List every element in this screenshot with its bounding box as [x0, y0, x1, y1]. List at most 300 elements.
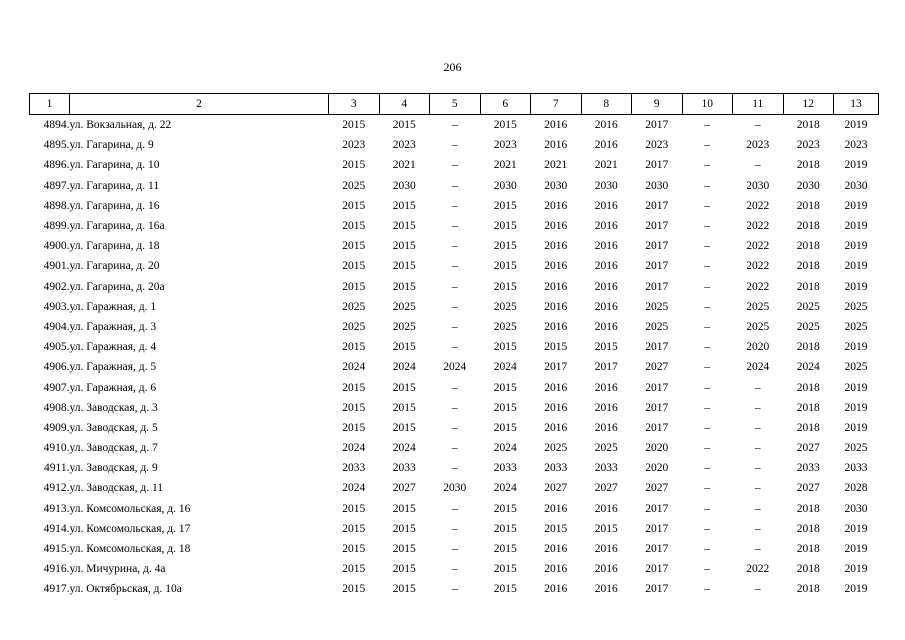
row-number: 4896. [43, 159, 70, 172]
year-cell: 2016 [594, 320, 618, 333]
year-cell: 2015 [594, 341, 618, 354]
year-cell: 2030 [844, 179, 868, 192]
year-cell: 2019 [844, 260, 868, 273]
year-cell: – [451, 179, 458, 192]
year-cell: 2017 [645, 260, 669, 273]
year-cell: 2018 [796, 199, 820, 212]
year-cell: – [754, 119, 761, 132]
year-cell: 2022 [746, 220, 770, 233]
year-cell: 2023 [796, 139, 820, 152]
year-cell: 2016 [594, 119, 618, 132]
year-cell: 2018 [796, 381, 820, 394]
year-cell: 2017 [645, 159, 669, 172]
year-cell: – [704, 462, 711, 475]
year-cell: 2018 [796, 583, 820, 596]
year-cell: 2017 [645, 381, 669, 394]
year-cell: 2025 [493, 300, 517, 313]
year-cell: – [451, 199, 458, 212]
year-cell: 2015 [493, 341, 517, 354]
year-cell: – [704, 361, 711, 374]
year-cell: 2015 [493, 421, 517, 434]
table-row [30, 256, 879, 276]
row-number: 4911. [44, 462, 70, 475]
year-cell: – [704, 401, 711, 414]
year-cell: 2015 [342, 583, 366, 596]
year-cell: 2015 [392, 341, 416, 354]
year-cell: 2015 [392, 583, 416, 596]
year-cell: 2025 [493, 320, 517, 333]
table-row [30, 155, 879, 175]
year-cell: 2017 [594, 361, 618, 374]
address-cell: ул. Гаражная, д. 5 [69, 361, 157, 374]
year-cell: – [451, 421, 458, 434]
year-cell: 2015 [493, 583, 517, 596]
year-cell: 2033 [796, 462, 820, 475]
address-cell: ул. Вокзальная, д. 22 [69, 119, 172, 132]
year-cell: 2030 [443, 482, 467, 495]
year-cell: 2017 [645, 280, 669, 293]
year-cell: 2020 [645, 462, 669, 475]
year-cell: – [451, 320, 458, 333]
row-number: 4902. [43, 280, 70, 293]
year-cell: – [451, 260, 458, 273]
year-cell: 2022 [746, 260, 770, 273]
row-number: 4904. [43, 320, 70, 333]
year-cell: 2023 [493, 139, 517, 152]
row-number: 4898. [43, 199, 70, 212]
column-header-12: 12 [783, 94, 834, 115]
year-cell: 2025 [844, 320, 868, 333]
year-cell: 2018 [796, 280, 820, 293]
year-cell: 2015 [392, 220, 416, 233]
address-cell: ул. Гаражная, д. 1 [69, 300, 157, 313]
year-cell: 2015 [342, 240, 366, 253]
year-cell: 2015 [544, 522, 568, 535]
row-number: 4901. [43, 260, 70, 273]
row-number: 4917. [43, 583, 70, 596]
year-cell: 2019 [844, 119, 868, 132]
year-cell: 2017 [645, 543, 669, 556]
year-cell: – [754, 482, 761, 495]
year-cell: 2015 [544, 341, 568, 354]
year-cell: 2015 [493, 543, 517, 556]
year-cell: – [704, 119, 711, 132]
year-cell: 2017 [645, 220, 669, 233]
year-cell: – [704, 421, 711, 434]
year-cell: 2015 [493, 240, 517, 253]
year-cell: – [704, 139, 711, 152]
row-number: 4894. [43, 119, 70, 132]
address-cell: ул. Заводская, д. 9 [69, 462, 158, 475]
address-cell: ул. Гаражная, д. 4 [69, 341, 157, 354]
year-cell: 2033 [544, 462, 568, 475]
year-cell: 2015 [594, 522, 618, 535]
year-cell: – [704, 159, 711, 172]
year-cell: 2015 [493, 260, 517, 273]
year-cell: 2019 [844, 522, 868, 535]
address-cell: ул. Комсомольская, д. 16 [69, 502, 191, 515]
table-row [30, 196, 879, 216]
year-cell: – [704, 240, 711, 253]
year-cell: 2015 [493, 119, 517, 132]
year-cell: 2018 [796, 563, 820, 576]
year-cell: 2027 [544, 482, 568, 495]
table-row [30, 438, 879, 458]
year-cell: – [704, 179, 711, 192]
year-cell: 2017 [645, 563, 669, 576]
year-cell: – [754, 401, 761, 414]
year-cell: – [451, 583, 458, 596]
year-cell: – [451, 563, 458, 576]
year-cell: 2020 [645, 442, 669, 455]
address-cell: ул. Комсомольская, д. 17 [69, 522, 191, 535]
table-row [30, 579, 879, 599]
year-cell: 2022 [746, 563, 770, 576]
year-cell: – [704, 482, 711, 495]
year-cell: 2024 [796, 361, 820, 374]
year-cell: – [451, 341, 458, 354]
year-cell: 2027 [594, 482, 618, 495]
year-cell: – [754, 462, 761, 475]
year-cell: 2024 [443, 361, 467, 374]
year-cell: 2021 [594, 159, 618, 172]
year-cell: 2025 [392, 300, 416, 313]
row-number: 4908. [43, 401, 70, 414]
year-cell: 2016 [594, 563, 618, 576]
year-cell: 2015 [392, 522, 416, 535]
year-cell: 2022 [746, 240, 770, 253]
year-cell: – [754, 522, 761, 535]
year-cell: 2016 [544, 381, 568, 394]
year-cell: 2024 [342, 482, 366, 495]
year-cell: 2025 [544, 442, 568, 455]
year-cell: 2018 [796, 220, 820, 233]
year-cell: 2017 [645, 502, 669, 515]
year-cell: 2016 [594, 401, 618, 414]
year-cell: 2017 [645, 401, 669, 414]
year-cell: 2025 [844, 300, 868, 313]
year-cell: 2033 [392, 462, 416, 475]
year-cell: 2015 [392, 543, 416, 556]
year-cell: – [704, 583, 711, 596]
year-cell: 2015 [493, 220, 517, 233]
year-cell: 2025 [392, 320, 416, 333]
year-cell: 2015 [392, 280, 416, 293]
year-cell: 2015 [493, 502, 517, 515]
page-number: 206 [443, 60, 462, 74]
year-cell: 2021 [392, 159, 416, 172]
table-row [30, 458, 879, 478]
year-cell: – [704, 341, 711, 354]
year-cell: – [451, 300, 458, 313]
year-cell: 2025 [342, 320, 366, 333]
year-cell: – [704, 543, 711, 556]
year-cell: 2024 [493, 442, 517, 455]
year-cell: 2030 [493, 179, 517, 192]
year-cell: 2016 [544, 300, 568, 313]
year-cell: 2019 [844, 381, 868, 394]
year-cell: 2018 [796, 240, 820, 253]
address-cell: ул. Гаражная, д. 3 [69, 320, 157, 333]
address-cell: ул. Октябрьская, д. 10а [69, 583, 182, 596]
year-cell: – [451, 462, 458, 475]
year-cell: 2015 [342, 522, 366, 535]
year-cell: 2018 [796, 502, 820, 515]
address-cell: ул. Заводская, д. 7 [69, 442, 158, 455]
year-cell: 2023 [844, 139, 868, 152]
address-cell: ул. Комсомольская, д. 18 [69, 543, 191, 556]
year-cell: 2015 [392, 119, 416, 132]
year-cell: 2015 [342, 563, 366, 576]
year-cell: 2033 [493, 462, 517, 475]
year-cell: 2016 [594, 240, 618, 253]
table-row [30, 135, 879, 155]
table-row [30, 398, 879, 418]
year-cell: 2017 [645, 421, 669, 434]
year-cell: 2025 [342, 300, 366, 313]
address-cell: ул. Гагарина, д. 9 [69, 139, 154, 152]
year-cell: 2015 [493, 280, 517, 293]
year-cell: 2023 [645, 139, 669, 152]
year-cell: 2016 [594, 280, 618, 293]
year-cell: 2015 [493, 522, 517, 535]
year-cell: 2030 [544, 179, 568, 192]
year-cell: 2017 [645, 240, 669, 253]
year-cell: 2015 [493, 199, 517, 212]
year-cell: 2023 [392, 139, 416, 152]
row-number: 4907. [43, 381, 70, 394]
year-cell: 2016 [594, 543, 618, 556]
row-number: 4910. [43, 442, 70, 455]
table-row [30, 337, 879, 357]
year-cell: 2015 [392, 421, 416, 434]
column-header-5: 5 [430, 94, 481, 115]
year-cell: 2018 [796, 543, 820, 556]
year-cell: – [704, 502, 711, 515]
year-cell: – [754, 442, 761, 455]
year-cell: 2025 [645, 320, 669, 333]
year-cell: 2016 [544, 199, 568, 212]
year-cell: 2025 [844, 361, 868, 374]
schedule-table [29, 93, 879, 600]
column-header-4: 4 [379, 94, 430, 115]
year-cell: 2016 [594, 139, 618, 152]
year-cell: – [704, 442, 711, 455]
year-cell: 2030 [844, 502, 868, 515]
row-number: 4899. [43, 220, 70, 233]
year-cell: – [754, 502, 761, 515]
year-cell: 2018 [796, 341, 820, 354]
table-row [30, 115, 879, 136]
row-number: 4915. [43, 543, 70, 556]
year-cell: 2024 [493, 361, 517, 374]
column-header-8: 8 [581, 94, 632, 115]
year-cell: 2015 [342, 280, 366, 293]
year-cell: – [451, 220, 458, 233]
address-cell: ул. Заводская, д. 3 [69, 401, 158, 414]
year-cell: 2015 [342, 159, 366, 172]
table-row [30, 478, 879, 498]
column-header-2: 2 [70, 94, 329, 115]
year-cell: – [451, 401, 458, 414]
table-row [30, 418, 879, 438]
year-cell: – [451, 543, 458, 556]
year-cell: 2022 [746, 199, 770, 212]
year-cell: 2017 [645, 119, 669, 132]
year-cell: – [704, 199, 711, 212]
row-number: 4900. [43, 240, 70, 253]
year-cell: 2033 [844, 462, 868, 475]
row-number: 4909. [43, 421, 70, 434]
year-cell: 2030 [796, 179, 820, 192]
year-cell: 2016 [544, 139, 568, 152]
year-cell: 2016 [544, 543, 568, 556]
year-cell: – [754, 421, 761, 434]
year-cell: 2019 [844, 220, 868, 233]
address-cell: ул. Гаражная, д. 6 [69, 381, 157, 394]
column-header-3: 3 [329, 94, 380, 115]
year-cell: 2015 [392, 563, 416, 576]
year-cell: – [451, 139, 458, 152]
year-cell: 2019 [844, 159, 868, 172]
year-cell: 2018 [796, 119, 820, 132]
year-cell: 2018 [796, 522, 820, 535]
column-header-9: 9 [632, 94, 683, 115]
row-number: 4897. [43, 179, 70, 192]
year-cell: 2025 [796, 320, 820, 333]
year-cell: – [754, 159, 761, 172]
year-cell: 2019 [844, 543, 868, 556]
table-row [30, 539, 879, 559]
column-header-1: 1 [30, 94, 70, 115]
year-cell: 2027 [392, 482, 416, 495]
year-cell: 2016 [594, 260, 618, 273]
year-cell: 2018 [796, 421, 820, 434]
year-cell: 2015 [342, 119, 366, 132]
year-cell: 2027 [796, 482, 820, 495]
year-cell: 2019 [844, 280, 868, 293]
year-cell: 2021 [493, 159, 517, 172]
row-number: 4914. [43, 522, 70, 535]
year-cell: 2025 [645, 300, 669, 313]
year-cell: 2016 [544, 119, 568, 132]
year-cell: – [451, 381, 458, 394]
year-cell: 2016 [544, 320, 568, 333]
table-row [30, 499, 879, 519]
year-cell: 2018 [796, 260, 820, 273]
year-cell: 2016 [544, 260, 568, 273]
year-cell: – [451, 119, 458, 132]
year-cell: 2028 [844, 482, 868, 495]
year-cell: 2019 [844, 563, 868, 576]
year-cell: 2015 [392, 401, 416, 414]
year-cell: 2015 [342, 341, 366, 354]
year-cell: 2023 [746, 139, 770, 152]
year-cell: – [704, 220, 711, 233]
year-cell: 2017 [645, 199, 669, 212]
year-cell: 2027 [645, 361, 669, 374]
year-cell: 2016 [544, 240, 568, 253]
year-cell: 2015 [392, 240, 416, 253]
year-cell: – [704, 280, 711, 293]
column-header-13: 13 [834, 94, 879, 115]
year-cell: 2019 [844, 240, 868, 253]
address-cell: ул. Гагарина, д. 16а [69, 220, 165, 233]
table-row [30, 559, 879, 579]
year-cell: 2016 [594, 199, 618, 212]
year-cell: 2016 [544, 421, 568, 434]
column-header-6: 6 [480, 94, 531, 115]
header-row [30, 94, 879, 115]
year-cell: 2015 [342, 199, 366, 212]
year-cell: 2022 [746, 280, 770, 293]
year-cell: 2019 [844, 199, 868, 212]
year-cell: 2015 [342, 401, 366, 414]
year-cell: 2030 [746, 179, 770, 192]
year-cell: 2017 [645, 341, 669, 354]
year-cell: 2024 [392, 361, 416, 374]
row-number: 4916. [43, 563, 70, 576]
year-cell: – [704, 381, 711, 394]
address-cell: ул. Заводская, д. 5 [69, 421, 158, 434]
year-cell: 2015 [493, 381, 517, 394]
year-cell: 2016 [544, 583, 568, 596]
address-cell: ул. Гагарина, д. 10 [69, 159, 160, 172]
year-cell: 2019 [844, 421, 868, 434]
year-cell: – [704, 522, 711, 535]
year-cell: 2016 [594, 421, 618, 434]
year-cell: – [704, 300, 711, 313]
year-cell: 2015 [392, 199, 416, 212]
year-cell: 2024 [746, 361, 770, 374]
year-cell: 2017 [645, 583, 669, 596]
year-cell: – [704, 260, 711, 273]
year-cell: 2019 [844, 583, 868, 596]
year-cell: – [451, 442, 458, 455]
table-row [30, 297, 879, 317]
address-cell: ул. Мичурина, д. 4а [69, 563, 166, 576]
year-cell: 2015 [493, 563, 517, 576]
address-cell: ул. Гагарина, д. 16 [69, 199, 160, 212]
address-cell: ул. Заводская, д. 11 [69, 482, 164, 495]
table-row [30, 317, 879, 337]
year-cell: – [451, 280, 458, 293]
year-cell: 2018 [796, 401, 820, 414]
year-cell: 2015 [392, 260, 416, 273]
year-cell: 2016 [594, 381, 618, 394]
table-row [30, 519, 879, 539]
table-row [30, 236, 879, 256]
column-header-11: 11 [733, 94, 784, 115]
year-cell: 2021 [544, 159, 568, 172]
year-cell: – [754, 381, 761, 394]
address-cell: ул. Гагарина, д. 11 [69, 179, 160, 192]
table-row [30, 176, 879, 196]
year-cell: 2016 [594, 220, 618, 233]
table-row [30, 216, 879, 236]
column-header-10: 10 [682, 94, 733, 115]
year-cell: 2017 [645, 522, 669, 535]
address-cell: ул. Гагарина, д. 18 [69, 240, 160, 253]
year-cell: 2016 [544, 280, 568, 293]
year-cell: 2030 [392, 179, 416, 192]
year-cell: 2016 [544, 563, 568, 576]
year-cell: 2015 [493, 401, 517, 414]
year-cell: 2015 [342, 421, 366, 434]
year-cell: 2027 [645, 482, 669, 495]
year-cell: – [704, 320, 711, 333]
row-number: 4906. [43, 361, 70, 374]
